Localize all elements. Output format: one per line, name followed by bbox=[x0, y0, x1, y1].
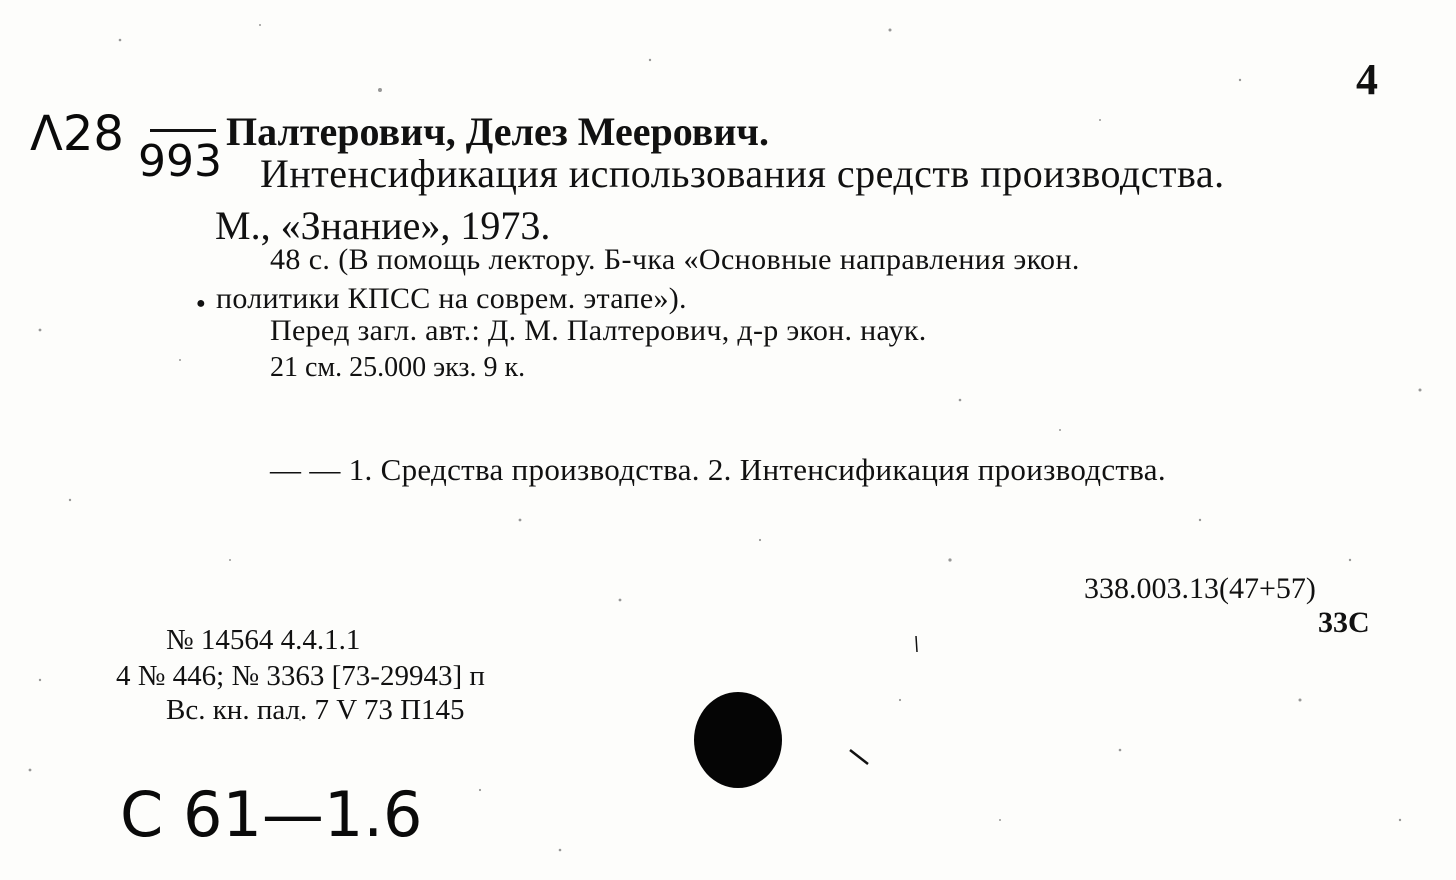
punch-hole bbox=[688, 686, 788, 798]
author-heading: Палтерович, Делез Меерович. bbox=[226, 109, 769, 154]
bbk-index: 33С bbox=[1318, 606, 1370, 639]
call-mark-fraction-line bbox=[150, 129, 216, 132]
udc-number: 338.003.13(47+57) bbox=[1084, 572, 1316, 605]
subject-headings: — — 1. Средства производства. 2. Интенсификация производства. bbox=[270, 452, 1166, 487]
card-number: 4 bbox=[1356, 55, 1378, 104]
title-line: Интенсификация использования средств производства. bbox=[260, 151, 1225, 196]
author-note: Перед загл. авт.: Д. М. Палтерович, д-р экон. наук. bbox=[270, 314, 927, 347]
imprint-line: М., «Знание», 1973. bbox=[215, 203, 551, 248]
registry-line-1: № 14564 4.4.1.1 bbox=[166, 624, 361, 656]
physical-description: 21 см. 25.000 экз. 9 к. bbox=[270, 352, 526, 383]
call-mark-fraction-bottom: 993 bbox=[138, 136, 222, 187]
call-mark-prefix: Λ28 bbox=[30, 106, 124, 162]
handwritten-code: С 61—1.6 bbox=[120, 778, 423, 851]
registry-line-2: 4 № 446; № 3363 [73-29943] п bbox=[116, 660, 485, 692]
collation-line-1: 48 с. (В помощь лектору. Б-чка «Основные направления экон. bbox=[270, 243, 1080, 276]
bullet-mark: ● bbox=[196, 295, 206, 312]
collation-line-2: политики КПСС на соврем. этапе»). bbox=[216, 282, 687, 315]
registry-line-3: Вс. кн. пал. 7 V 73 П145 bbox=[166, 694, 465, 726]
